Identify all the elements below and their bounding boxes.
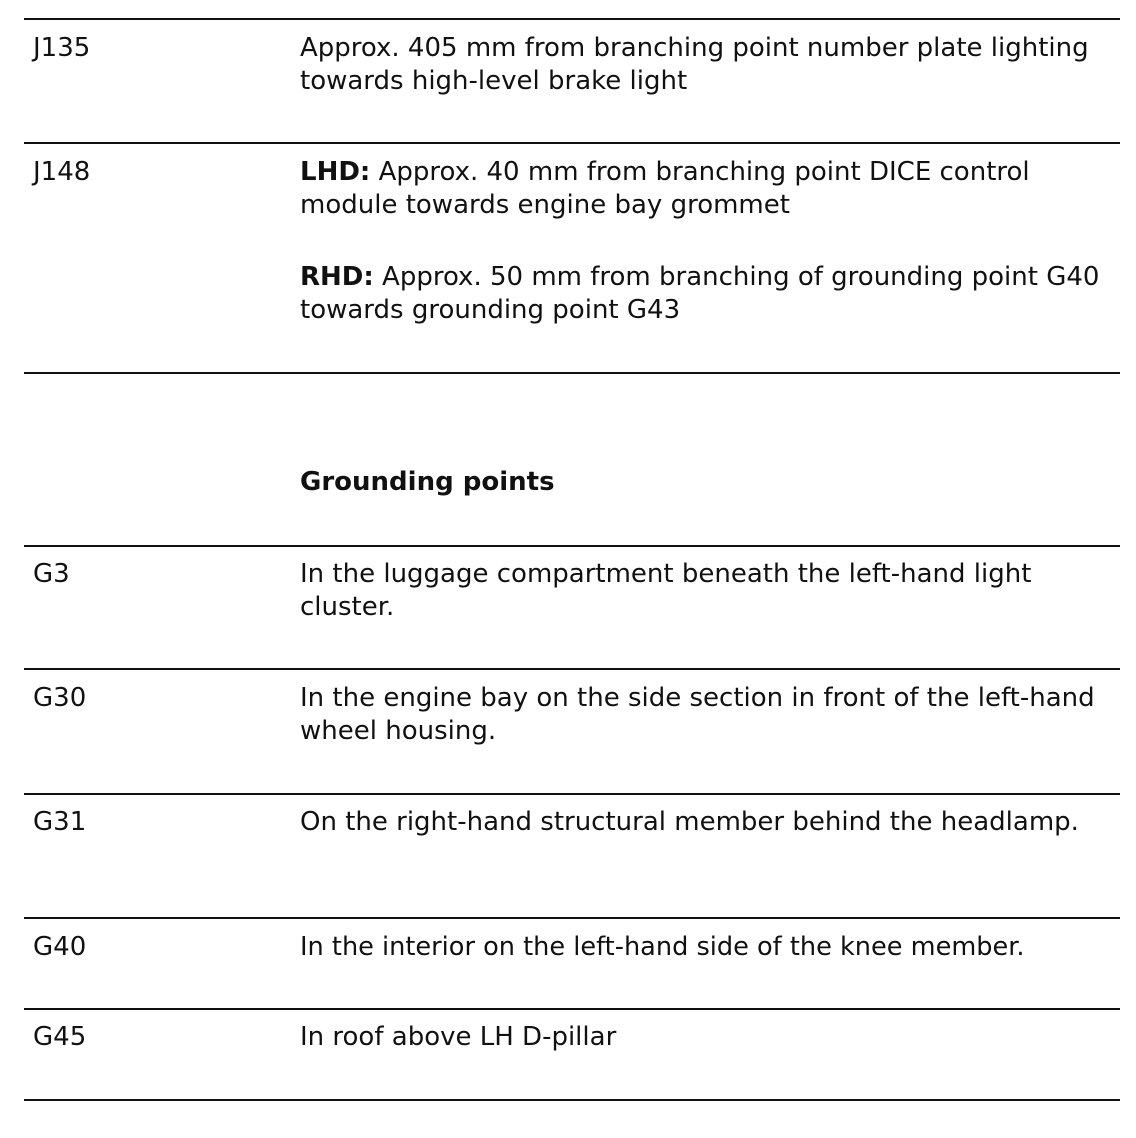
section-title: Grounding points <box>300 467 555 497</box>
table-rule <box>24 668 1120 670</box>
grounding-code-g45: G45 <box>33 1022 87 1052</box>
grounding-description-g3: In the luggage compartment beneath the left-hand light cluster. <box>300 559 1032 622</box>
table-rule <box>24 545 1120 547</box>
table-rule <box>24 1008 1120 1010</box>
grounding-description-g45: In roof above LH D-pillar <box>300 1022 617 1052</box>
table-rule-bottom <box>24 1099 1120 1101</box>
rhd-text: Approx. 50 mm from branching of grounding point G40 towards grounding point G43 <box>300 262 1100 325</box>
grounding-description-g40: In the interior on the left-hand side of the knee member. <box>300 932 1025 962</box>
splice-description-j148-rhd <box>300 261 1115 327</box>
table-rule <box>24 793 1120 795</box>
grounding-code-g40: G40 <box>33 932 87 962</box>
table-rule <box>24 917 1120 919</box>
grounding-code-g30: G30 <box>33 683 87 713</box>
table-rule-top <box>24 18 1120 20</box>
splice-description-j135: Approx. 405 mm from branching point number plate lighting towards high-level brake light <box>300 33 1089 96</box>
grounding-description-g31: On the right-hand structural member behind the headlamp. <box>300 807 1079 837</box>
lhd-label: LHD: <box>300 157 371 187</box>
splice-description-j148-lhd <box>300 156 1115 222</box>
grounding-description-g30: In the engine bay on the side section in front of the left-hand wheel housing. <box>300 683 1095 746</box>
splice-code-j148: J148 <box>33 157 91 187</box>
rhd-label: RHD: <box>300 262 374 292</box>
splice-code-j135: J135 <box>33 33 91 63</box>
table-rule <box>24 372 1120 374</box>
grounding-code-g31: G31 <box>33 807 87 837</box>
table-rule <box>24 142 1120 144</box>
grounding-code-g3: G3 <box>33 559 70 589</box>
lhd-text: Approx. 40 mm from branching point DICE control module towards engine bay grommet <box>300 157 1030 220</box>
